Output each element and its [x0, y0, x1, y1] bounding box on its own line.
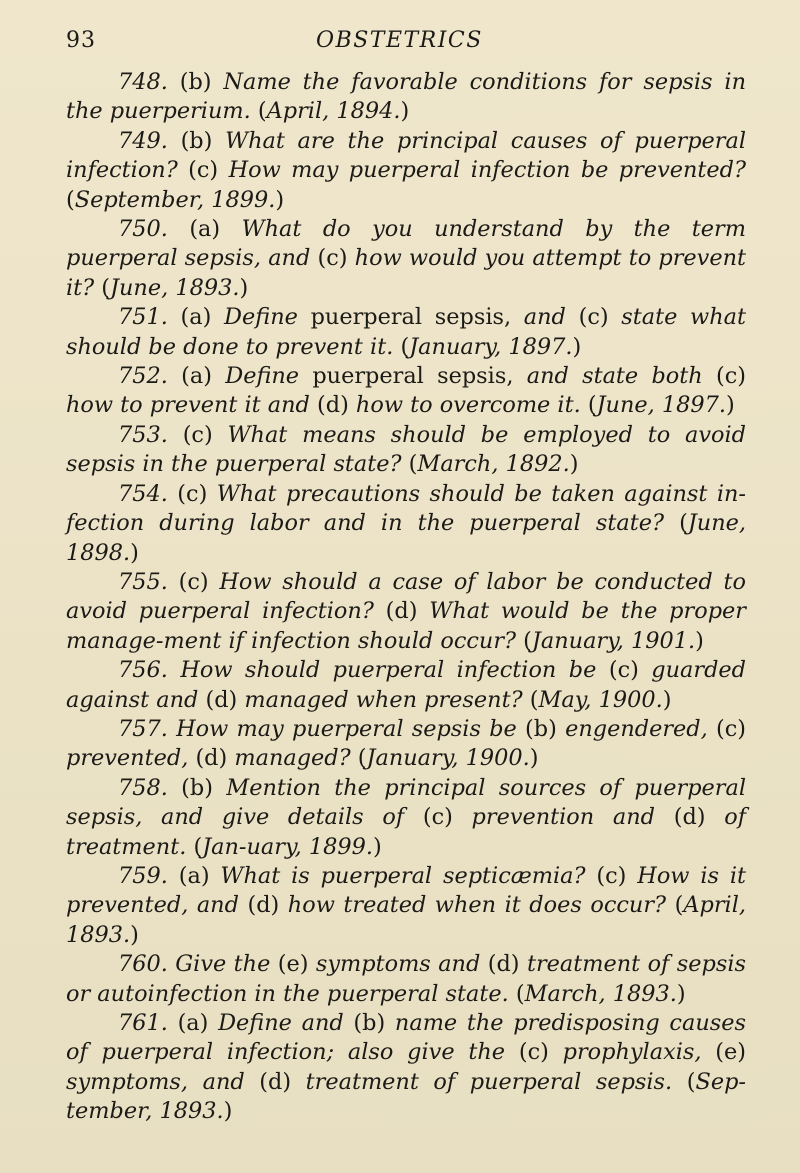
question-text-segment: state what should be done to prevent it. — [66, 304, 746, 360]
question-text-segment: 758. — [118, 774, 182, 801]
question-text-segment: April, 1893. — [66, 892, 746, 948]
question-text-segment: June, 1897. — [596, 392, 726, 419]
question-text-segment: 754. — [118, 480, 178, 507]
question-text-segment: (d) — [487, 951, 520, 978]
question-text-segment: 760. — [118, 951, 176, 978]
question-text-segment: How may puerperal infection be prevented? — [218, 157, 747, 184]
question-text-segment: Define — [211, 363, 313, 390]
question-text-segment: symptoms and — [308, 951, 488, 978]
question-text-segment: ( — [101, 274, 111, 301]
question-text-segment: Sep-tember, 1893. — [66, 1068, 746, 1125]
question-text-segment: name the predisposing causes of puerperal infection; also give the — [66, 1010, 746, 1066]
question-text-segment: Give the — [175, 951, 278, 978]
question-text-segment: What precautions should be taken against in-fection during labor and in the puerperal state? — [66, 480, 746, 537]
question-text-segment: ) — [239, 274, 249, 301]
question-text-segment: how to overcome it. — [348, 392, 588, 419]
question-text-segment: (c) — [178, 568, 209, 595]
question-text-segment: (d) — [247, 892, 280, 919]
question-text-segment: ( — [400, 333, 410, 360]
question-text-segment: managed when present? — [237, 686, 530, 713]
question-item — [66, 421, 746, 480]
question-item — [66, 215, 746, 303]
question-item — [66, 362, 746, 421]
question-text-segment: ( — [529, 686, 539, 713]
question-text-segment: (b) — [353, 1010, 386, 1036]
question-text-segment: (b) — [525, 715, 557, 742]
question-text-segment: (a) — [189, 216, 221, 243]
question-text-segment: (c) — [608, 657, 639, 684]
question-text-segment: guarded against and — [66, 657, 747, 713]
question-item — [66, 862, 746, 950]
running-head-title: OBSTETRICS — [316, 28, 483, 53]
question-text-segment: ) — [662, 686, 672, 713]
question-text-segment: ) — [223, 1098, 233, 1125]
question-text-segment: managed? — [227, 745, 358, 772]
question-text-segment: (c) — [422, 804, 453, 831]
question-text-segment: ( — [523, 627, 532, 654]
question-text-segment: (d) — [673, 804, 706, 831]
question-text-segment: (e) — [277, 951, 309, 978]
question-text-segment: ) — [695, 627, 704, 654]
question-text-segment: (d) — [259, 1068, 292, 1095]
question-text-segment: June, 1898. — [66, 510, 746, 566]
question-text-segment: 751. — [118, 304, 181, 331]
question-text-segment: (d) — [205, 686, 238, 713]
question-text-segment: 756. — [118, 657, 181, 684]
question-text-segment: (a) — [181, 363, 212, 390]
question-item — [66, 68, 746, 127]
question-text-segment: 750. — [118, 216, 190, 243]
question-text-segment: January, 1900. — [366, 745, 530, 772]
question-text-segment: January, 1897. — [409, 333, 573, 360]
question-text-segment: puerperal sepsis, — [310, 304, 524, 331]
question-text-segment: and — [523, 304, 579, 331]
question-text-segment: (c) — [182, 421, 213, 448]
question-text-segment: (d) — [317, 392, 349, 419]
question-text-segment: (b) — [180, 127, 213, 154]
question-text-segment: how to prevent it and — [66, 392, 317, 419]
question-text-segment: ) — [130, 539, 139, 566]
question-text-segment: (c) — [715, 363, 746, 390]
question-text-segment: June, 1893. — [110, 274, 240, 301]
page-number: 93 — [66, 28, 96, 53]
question-text-segment: ( — [257, 98, 267, 125]
question-text-segment: How may puerperal sepsis be — [176, 715, 526, 742]
question-text-segment: April, 1894. — [266, 98, 401, 125]
question-text-segment: May, 1900. — [538, 686, 663, 713]
question-text-segment: ) — [572, 333, 582, 360]
question-text-segment: ) — [725, 392, 735, 419]
question-text-segment: ( — [66, 186, 75, 213]
question-text-segment: prophylaxis, — [548, 1039, 716, 1066]
question-text-segment: treatment of puerperal sepsis. — [291, 1068, 687, 1095]
question-text-segment: symptoms, and — [66, 1068, 260, 1095]
question-text-segment: (e) — [715, 1039, 746, 1066]
question-item — [66, 656, 746, 715]
question-text-segment: prevented, — [66, 745, 196, 772]
question-text-segment: (c) — [716, 715, 747, 742]
question-text-segment: ) — [130, 921, 139, 948]
question-text-segment: 752. — [118, 363, 182, 390]
question-text-segment: 749. — [118, 127, 181, 154]
question-text-segment: (c) — [518, 1039, 549, 1066]
question-text-segment: ( — [679, 510, 688, 537]
question-text-segment: March, 1892. — [417, 451, 570, 478]
question-text-segment: how would you attempt to prevent it? — [66, 245, 746, 301]
question-text-segment: (d) — [385, 598, 418, 625]
question-text-segment: ( — [193, 833, 203, 860]
question-text-segment: (a) — [180, 304, 212, 331]
question-text-segment: ( — [515, 980, 525, 1007]
question-text-segment: (d) — [195, 745, 228, 772]
question-text-segment: ) — [676, 980, 686, 1007]
question-text-segment: ) — [275, 186, 285, 213]
question-text-segment: September, 1899. — [74, 186, 276, 213]
question-text-segment: ) — [569, 451, 579, 478]
question-text-segment: of treatment. — [66, 804, 746, 860]
question-text-segment: 761. — [118, 1010, 178, 1036]
question-text-segment: 748. — [118, 69, 180, 95]
question-text-segment: puerperal sepsis, — [312, 363, 527, 390]
question-text-segment: (c) — [578, 304, 609, 331]
question-item — [66, 715, 746, 774]
question-text-segment: and state both — [526, 363, 716, 390]
question-item — [66, 568, 746, 656]
question-item — [66, 774, 746, 862]
question-text-segment: How should puerperal infection be — [180, 657, 609, 684]
question-text-segment: ( — [357, 745, 367, 772]
question-item — [66, 950, 746, 1009]
question-item — [66, 1009, 746, 1127]
question-text-segment: (c) — [317, 245, 348, 272]
question-text-segment: prevention and — [452, 804, 674, 831]
question-text-segment: How should a case of labor be conducted to avoid puerperal infection? — [66, 568, 746, 625]
question-text-segment: engendered, — [556, 715, 716, 742]
question-text-segment: What do you understand by the term puerperal sepsis, and — [66, 216, 746, 272]
question-text-segment: What means should be employed to avoid sepsis in the puerperal state? — [66, 421, 746, 478]
question-text-segment: ( — [674, 892, 684, 919]
question-text-segment: ) — [372, 833, 382, 860]
question-text-segment: What is puerperal septicæmia? — [209, 862, 597, 889]
question-item — [66, 127, 746, 215]
question-text-segment: What would be the proper manage-ment if infection should occur? — [66, 598, 746, 654]
question-text-segment: Mention the principal sources of puerperal sepsis, and give details of — [66, 774, 746, 831]
question-text-segment: Define — [211, 304, 311, 331]
question-text-segment: (b) — [179, 69, 212, 95]
question-text-segment: Jan-uary, 1899. — [202, 833, 373, 860]
question-text-segment: ( — [686, 1068, 696, 1095]
question-text-segment: 759. — [118, 862, 179, 889]
question-list — [66, 68, 746, 1127]
question-item — [66, 480, 746, 568]
question-text-segment: 757. — [118, 715, 177, 742]
question-text-segment: (c) — [188, 157, 219, 184]
question-text-segment: 755. — [118, 568, 179, 595]
page-header — [66, 28, 746, 58]
question-text-segment: Name the favorable conditions for sepsis in the puerperium. — [66, 69, 746, 125]
question-text-segment: March, 1893. — [524, 980, 677, 1007]
question-text-segment: January, 1901. — [531, 627, 696, 654]
question-text-segment: ( — [587, 392, 597, 419]
question-text-segment: 753. — [118, 421, 183, 448]
question-text-segment: ( — [408, 451, 418, 478]
question-text-segment: (c) — [177, 480, 208, 507]
question-text-segment: (a) — [177, 1010, 209, 1036]
question-text-segment: (b) — [181, 774, 213, 801]
question-item — [66, 303, 746, 362]
question-text-segment: What are the principal causes of puerperal infection? — [66, 127, 746, 184]
question-text-segment: treatment of sepsis or autoinfection in the puerperal state. — [66, 951, 746, 1007]
question-text-segment: (a) — [178, 862, 210, 889]
question-text-segment: how treated when it does occur? — [279, 892, 675, 919]
question-text-segment: (c) — [596, 862, 627, 889]
question-text-segment: ) — [400, 98, 410, 125]
question-text-segment: Define and — [208, 1010, 354, 1036]
question-text-segment: How is it prevented, and — [66, 862, 747, 919]
question-text-segment: ) — [529, 745, 539, 772]
